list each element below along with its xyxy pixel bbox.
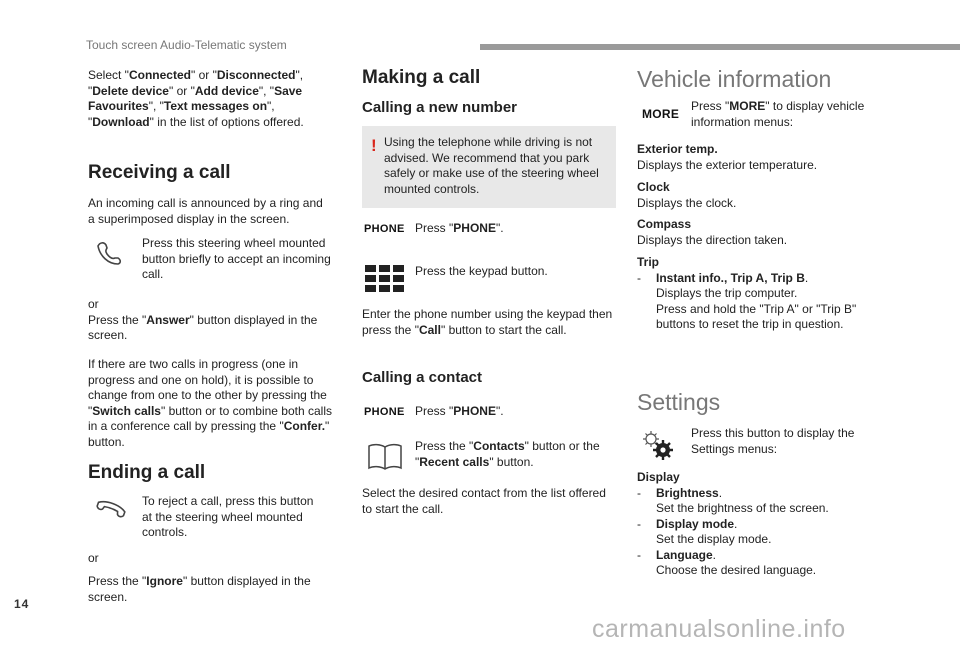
- display-settings: Display - Brightness. Set the brightness of the screen. - Display mode. Set the display mode. - Language. Choose the desired language.: [637, 470, 887, 579]
- compass-item: Compass Displays the direction taken.: [637, 217, 788, 247]
- heading-settings: Settings: [637, 389, 721, 415]
- settings-item-language: - Language. Choose the desired language.: [637, 547, 817, 577]
- heading-new-number: Calling a new number: [362, 99, 518, 116]
- phone-button-label-2: PHONE: [364, 406, 405, 418]
- heading-calling-contact: Calling a contact: [362, 369, 483, 386]
- answer-alt-text: or Press the "Answer" button displayed in the screen.: [88, 297, 318, 342]
- phone-hangup-icon: [94, 498, 128, 527]
- settings-gear-icon: [640, 428, 676, 467]
- ignore-text: Press the "Ignore" button displayed in the screen.: [88, 574, 311, 604]
- settings-instruction: Press this button to display the Settings menus:: [691, 426, 855, 456]
- options-intro: Select "Connected" or "Disconnected", "Delete device" or "Add device", "Save Favourites", "Text messages on", "Download" in the list of options offered.: [88, 68, 304, 129]
- watermark[interactable]: carmanualsonline.info: [592, 615, 846, 643]
- settings-item-display-mode: - Display mode. Set the display mode.: [637, 516, 772, 546]
- phone-instruction: Press "PHONE".: [415, 221, 504, 235]
- keypad-instruction: Press the keypad button.: [415, 264, 548, 278]
- exterior-temp-item: Exterior temp. Displays the exterior temperature.: [637, 142, 818, 172]
- select-contact-text: Select the desired contact from the list offered to start the call.: [362, 486, 606, 516]
- heading-vehicle-info: Vehicle information: [637, 66, 832, 92]
- multiple-calls-text: If there are two calls in progress (one in progress and one on hold), it is possible to change from one to the other by pressing the "Switch calls" button or to combine both calls in a conference call by pressing the "Confer." button.: [88, 357, 332, 449]
- enter-number-text: Enter the phone number using the keypad then press the "Call" button to start the call.: [362, 307, 613, 337]
- running-header: Touch screen Audio-Telematic system: [86, 38, 287, 52]
- answer-icon-desc: Press this steering wheel mounted button briefly to accept an incoming call.: [142, 236, 331, 281]
- ending-or: or: [88, 551, 99, 565]
- heading-making-call: Making a call: [362, 67, 481, 88]
- hangup-icon-desc: To reject a call, press this button at the steering wheel mounted controls.: [142, 494, 314, 539]
- receiving-intro: An incoming call is announced by a ring and a superimposed display in the screen.: [88, 196, 323, 226]
- phone-button-label: PHONE: [364, 223, 405, 235]
- trip-item: Trip - Instant info., Trip A, Trip B. Displays the trip computer. Press and hold the "Trip A" or "Trip B" buttons to reset the trip in question.: [637, 255, 857, 331]
- more-instruction: Press "MORE" to display vehicle information menus:: [691, 99, 865, 129]
- contacts-instruction: Press the "Contacts" button or the "Recent calls" button.: [415, 439, 600, 469]
- clock-item: Clock Displays the clock.: [637, 180, 737, 210]
- warning-icon: !: [371, 136, 377, 155]
- warning-text: Using the telephone while driving is not advised. We recommend that you park safely or make use of the steering wheel mounted controls.: [384, 135, 599, 196]
- keypad-icon: [365, 265, 405, 298]
- heading-ending-call: Ending a call: [88, 462, 206, 483]
- heading-receiving-call: Receiving a call: [88, 162, 231, 183]
- phone-answer-icon: [94, 238, 128, 271]
- page-number: 14: [14, 597, 30, 611]
- header-rule: [480, 44, 960, 50]
- settings-item-brightness: - Brightness. Set the brightness of the screen.: [637, 485, 829, 515]
- phone-instruction-2: Press "PHONE".: [415, 404, 504, 418]
- warning-box: [362, 126, 616, 208]
- contacts-book-icon: [366, 441, 404, 476]
- more-button-label: MORE: [642, 107, 680, 121]
